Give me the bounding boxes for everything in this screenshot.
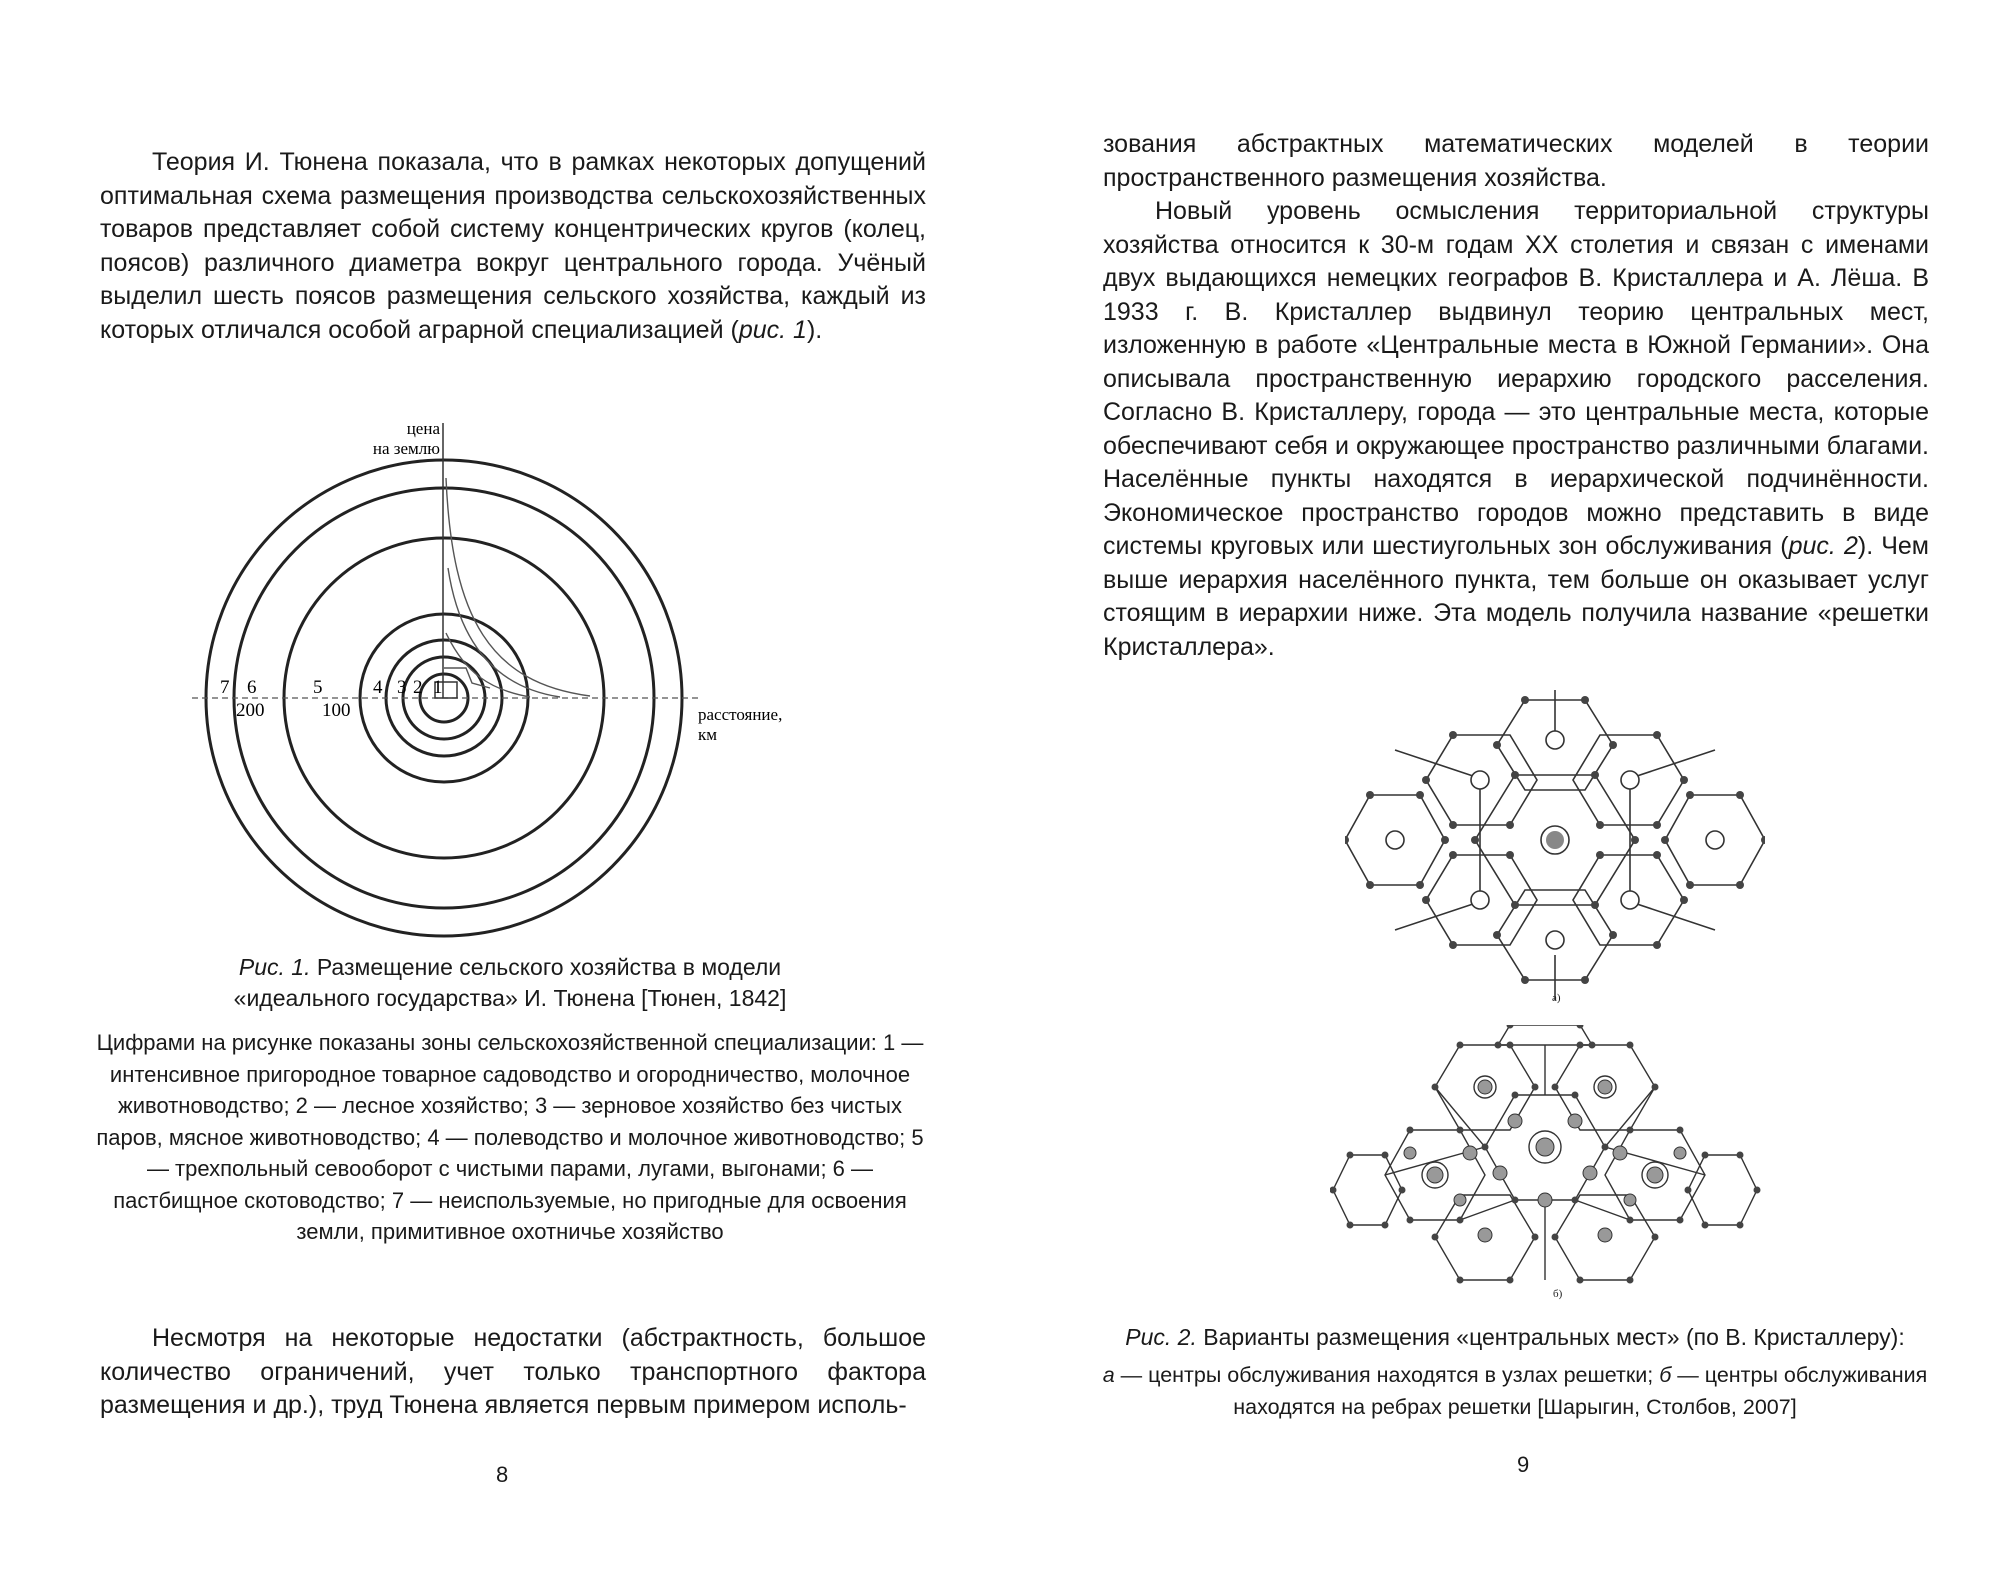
fig1-reference: рис. 1 [738, 315, 807, 344]
left-paragraph-1-end: ). [806, 315, 823, 344]
right-paragraph-1-text: зования абстрактных математических моделей в теории пространственного размещения хозяйства. [1103, 130, 1929, 192]
fig2-reference: рис. 2 [1788, 532, 1858, 560]
figure-2-note-a: — центры обслуживания находятся в узлах решетки; [1114, 1363, 1660, 1387]
figure-1-note: Цифрами на рисунке показаны зоны сельскохозяйственной специализации: 1 — интенсивное пригородное товарное садоводство и огородничество, молочное животноводство; 2 — лесное хозяйство; 3 — зерновое хозяйство без чистых паров, мясное животноводство; 4 — полеводство и молочное животноводство; 5 — трехпольный севооборот с чистыми парами, лугами, выгонами; 6 — пастбищное скотоводство; 7 — неиспользуемые, но пригодные для освоения земли, примитивное охотничье хозяйство [96, 1030, 924, 1244]
price-label-1: цена [406, 419, 440, 438]
tick-label-100: 100 [322, 700, 351, 721]
distance-label-1: расстояние, [698, 705, 783, 724]
right-paragraph-2-end: ). Чем выше иерархия населённого пункта, тем больше он оказывает услуг стоящим в иерархии ниже. Эта модель получила название «решетки Кристаллера». [1103, 532, 1929, 661]
figure-2-caption [1085, 1322, 1945, 1353]
left-paragraph-1 [100, 146, 926, 347]
figure-1-caption-line-1: Размещение сельского хозяйства в модели [310, 954, 782, 980]
tick-label-200: 200 [236, 700, 265, 721]
figure-2-note-b: — центры обслуживания находятся на ребрах решетки [Шарыгин, Столбов, 2007] [1233, 1363, 1928, 1419]
zone-label-4: 4 [373, 677, 383, 698]
figure-2-note-b-letter: б [1659, 1363, 1672, 1387]
right-page [1000, 0, 2000, 1571]
figure-2-note [1080, 1360, 1950, 1423]
right-paragraph-2-text: Новый уровень осмысления территориальной структуры хозяйства относится к 30-м годам XX столетия и связан с именами двух выдающихся немецких географов В. Кристаллера и А. Лёша. В 1933 г. В. Кристаллер выдвинул теорию центральных мест, изложенную в работе «Центральные места в Южной Германии». Она описывала пространственную иерархию городского расселения. Согласно В. Кристаллеру, города — это центральные места, которые обеспечивают себя и окружающее пространство различными благами. Населённые пункты находятся в иерархической подчинённости. Экономическое пространство городов можно представить в виде системы круговых или шестиугольных зон обслуживания ( [1103, 197, 1929, 560]
rent-curve [448, 568, 560, 697]
zone-label-6: 6 [247, 677, 257, 698]
page-number-right: 9 [1517, 1452, 1530, 1477]
zone-label-7: 7 [220, 677, 230, 698]
figure-2b-christaller-lattice [1330, 1025, 1780, 1295]
left-paragraph-1-text: Теория И. Тюнена показала, что в рамках некоторых допущений оптимальная схема размещения производства сельскохозяйственных товаров представляет собой систему концентрических кругов (колец, поясов) различного диаметра вокруг центрального города. Учёный выделил шесть поясов размещения сельского хозяйства, каждый из которых отличался особой аграрной специализацией ( [100, 148, 926, 344]
figure-2-note-a-letter: а [1102, 1363, 1115, 1387]
figure-1-thunen-rings [190, 418, 830, 938]
right-paragraph-1 [1103, 128, 1929, 664]
figure-2-caption-text: Варианты размещения «центральных мест» (по В. Кристаллеру): [1196, 1324, 1905, 1350]
figure-2a-label: а) [1552, 992, 1561, 1004]
figure-1-caption-line-2: «идеального государства» И. Тюнена [Тюнен, 1842] [233, 985, 787, 1011]
zone-label-3: 3 [397, 677, 407, 698]
figure-1-caption-prefix: Рис. 1. [238, 954, 311, 980]
distance-label-2: км [698, 725, 718, 744]
price-label-2: на землю [372, 439, 440, 458]
left-paragraph-2 [100, 1322, 926, 1423]
zone-label-1: 1 [433, 677, 443, 698]
figure-2-caption-prefix: Рис. 2. [1125, 1324, 1197, 1350]
zone-label-5: 5 [313, 677, 323, 698]
left-paragraph-2-text: Несмотря на некоторые недостатки (абстрактность, большое количество ограничений, учет только транспортного фактора размещения и др.), труд Тюнена является первым примером исполь- [100, 1324, 926, 1419]
figure-1-caption [120, 952, 900, 1014]
zone-label-2: 2 [413, 677, 423, 698]
figure-2a-christaller-lattice [1345, 690, 1765, 1000]
figure-2b-label: б) [1553, 1288, 1563, 1300]
page-number-left: 8 [496, 1462, 509, 1487]
